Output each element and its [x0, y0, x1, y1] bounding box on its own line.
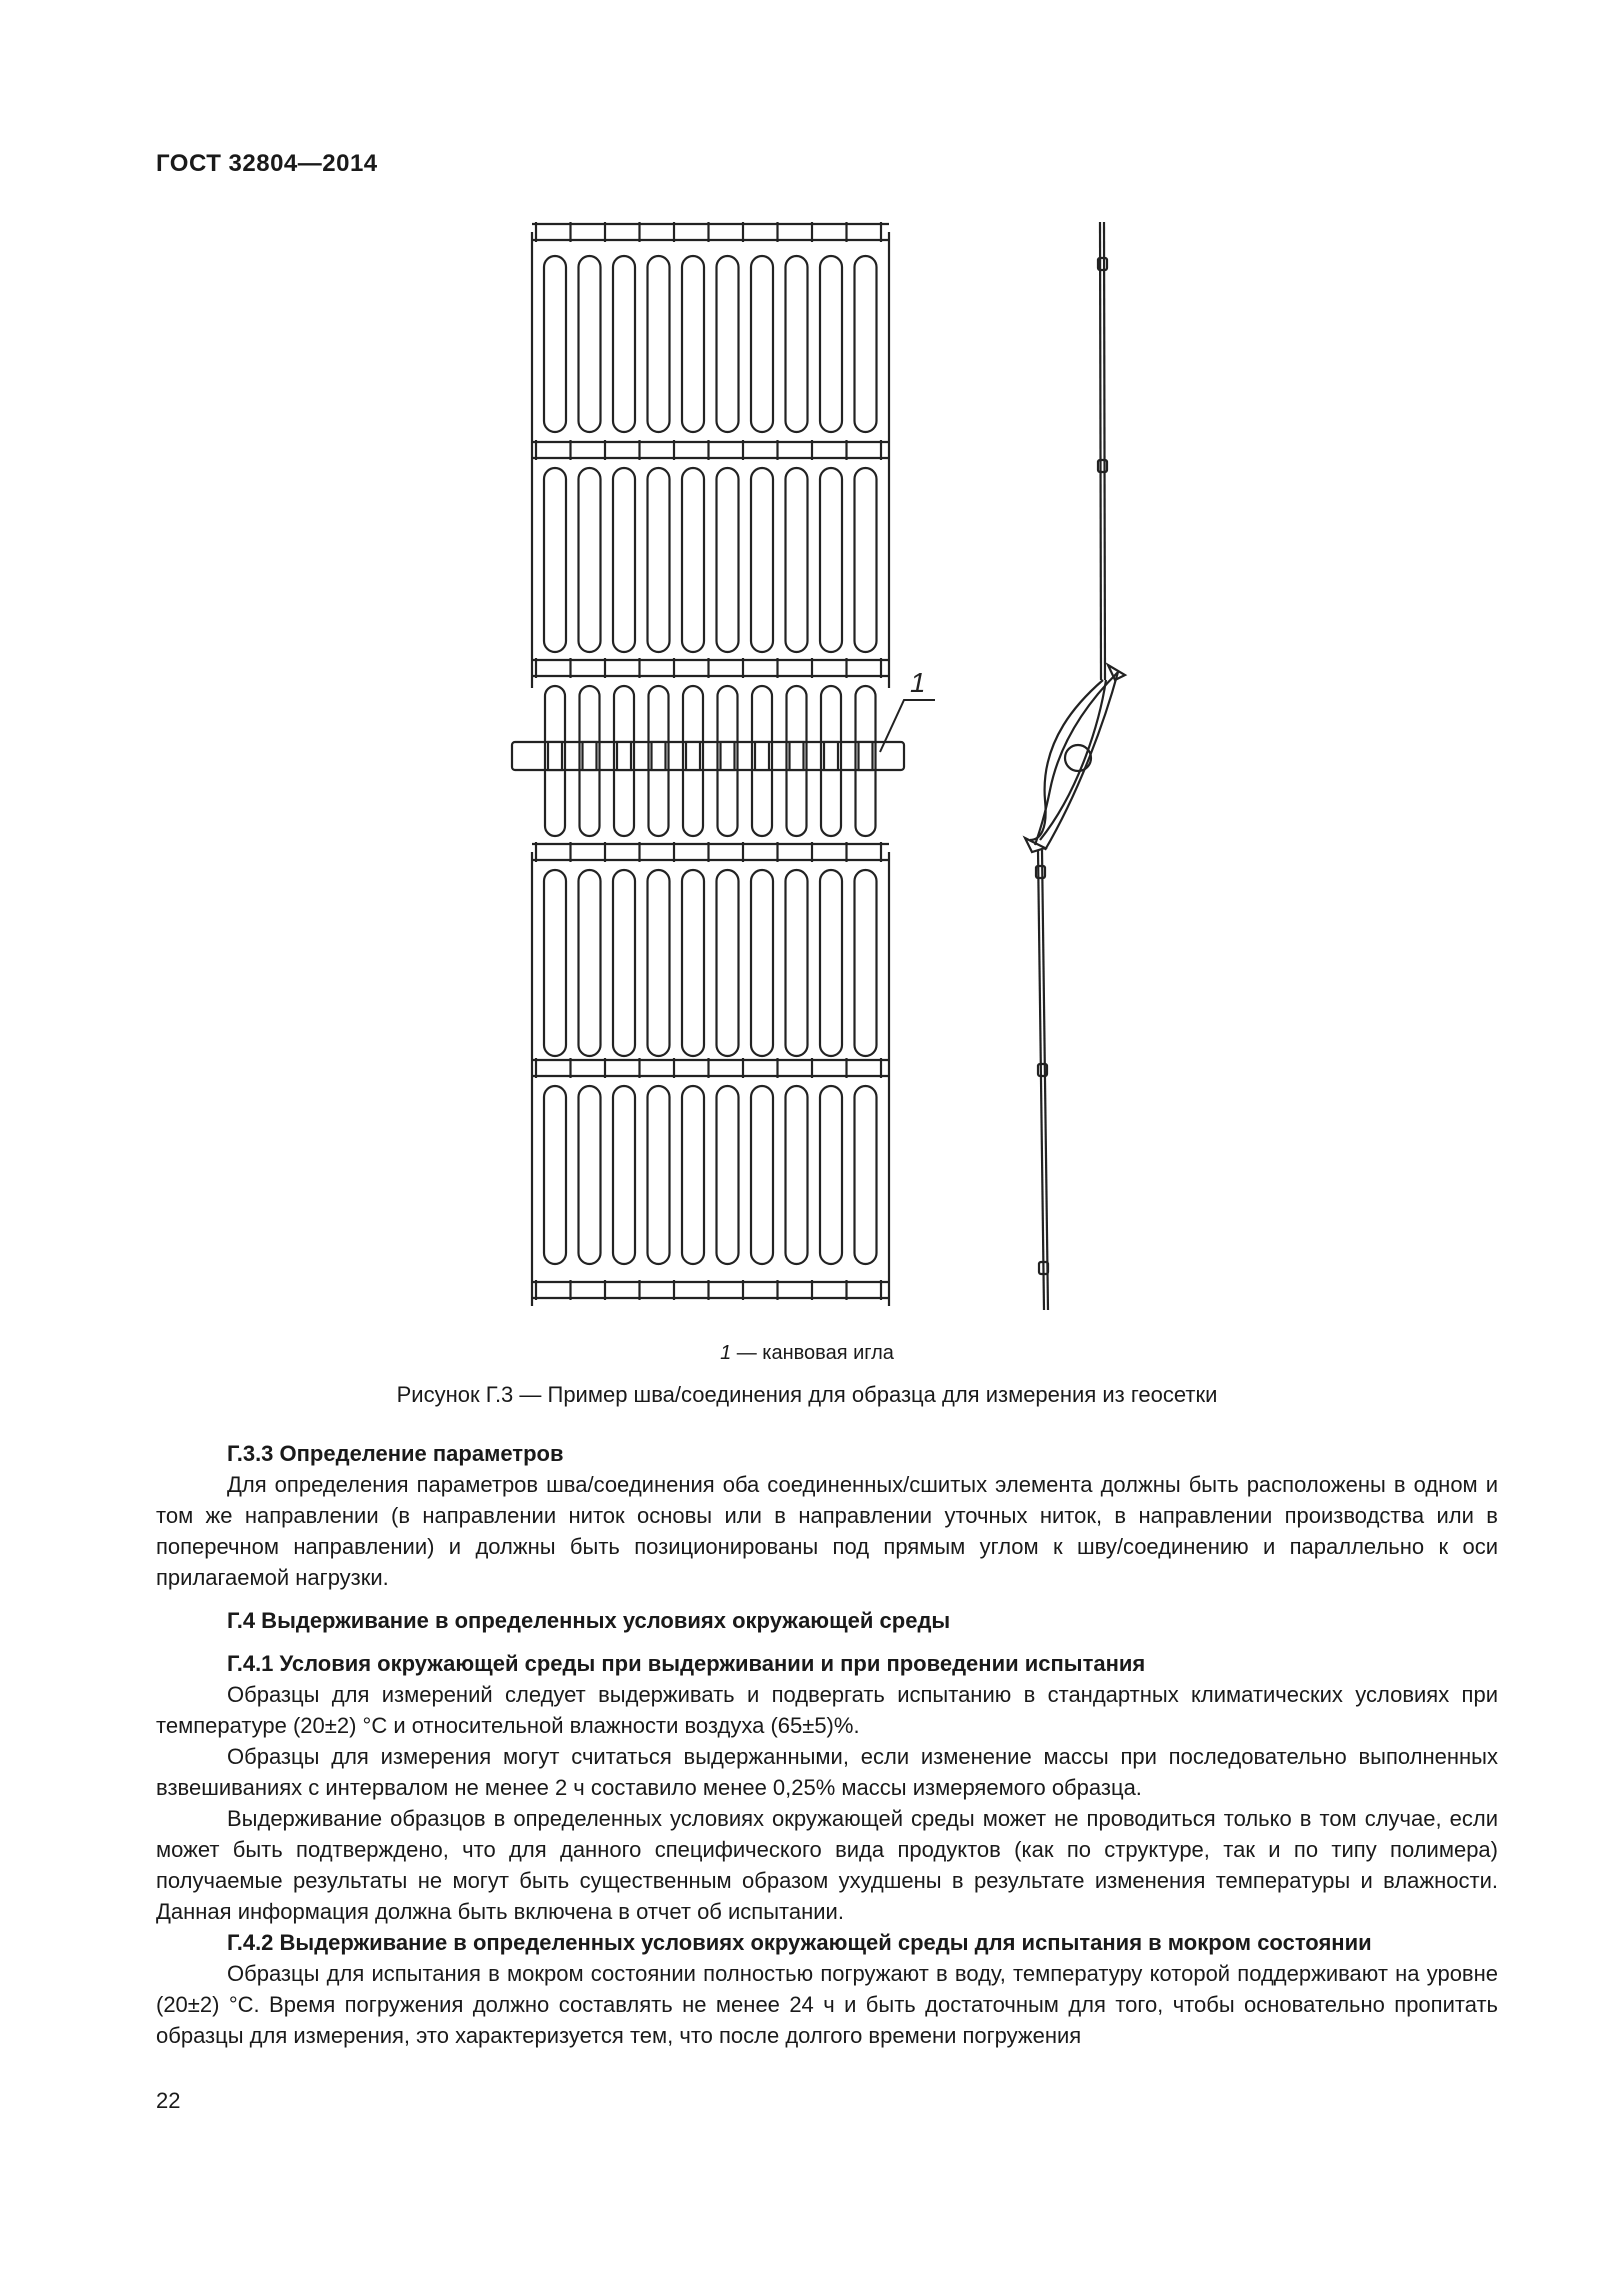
section-heading: Г.3.3 Определение параметров: [227, 1441, 564, 1466]
section-heading: Г.4.1 Условия окружающей среды при выдерживании и при проведении испытания: [227, 1651, 1146, 1676]
geogrid-drawing: [512, 222, 904, 1306]
document-header: ГОСТ 32804—2014: [156, 150, 378, 177]
figure-legend: [0, 1342, 1614, 1365]
section-heading: Г.4 Выдерживание в определенных условиях окружающей среды: [227, 1608, 951, 1633]
legend-number: 1: [720, 1342, 732, 1364]
paragraph: Для определения параметров шва/соединения оба соединенных/сшитых элемента должны быть расположены в одном и том же направлении (в направлении ниток основы или в направлении уточных ниток, в направлении производства или в поперечном направлении) и должны быть позиционированы под прямым углом к шву/соединению и параллельно к оси прилагаемой нагрузки.: [156, 1472, 1498, 1590]
legend-text: — канвовая игла: [731, 1342, 894, 1364]
body-text: [156, 1438, 1498, 2051]
page-number: 22: [156, 2088, 181, 2113]
paragraph: Образцы для измерений следует выдерживать и подвергать испытанию в стандартных климатических условиях при температуре (20±2) °C и относительной влажности воздуха (65±5)%.: [156, 1682, 1498, 1738]
paragraph: Образцы для измерения могут считаться выдержанными, если изменение массы при последовательно выполненных взвешиваниях с интервалом не менее 2 ч составило менее 0,25% массы измеряемого образца.: [156, 1744, 1498, 1800]
section-heading: Г.4.2 Выдерживание в определенных условиях окружающей среды для испытания в мокром состоянии: [227, 1930, 1372, 1955]
paragraph: Образцы для испытания в мокром состоянии полностью погружают в воду, температуру которой поддерживают на уровне (20±2) °C. Время погружения должно составлять не менее 24 ч и быть достаточным для того, чтобы основательно пропитать образцы для измерения, это характеризуется тем, что после долгого времени погружения: [156, 1961, 1498, 2048]
seam-side-view: [1025, 222, 1125, 1310]
figure-caption: Рисунок Г.3 — Пример шва/соединения для образца для измерения из геосетки: [396, 1382, 1218, 1407]
needle-callout: [880, 700, 935, 752]
paragraph: Выдерживание образцов в определенных условиях окружающей среды может не проводиться только в том случае, если может быть подтверждено, что для данного специфического вида продуктов (как по структуре, так и по типу полимера) получаемые результаты не могут быть существенным образом ухудшены в результате изменения температуры и влажности. Данная информация должна быть включена в отчет об испытании.: [156, 1806, 1498, 1924]
callout-number: 1: [910, 667, 926, 698]
